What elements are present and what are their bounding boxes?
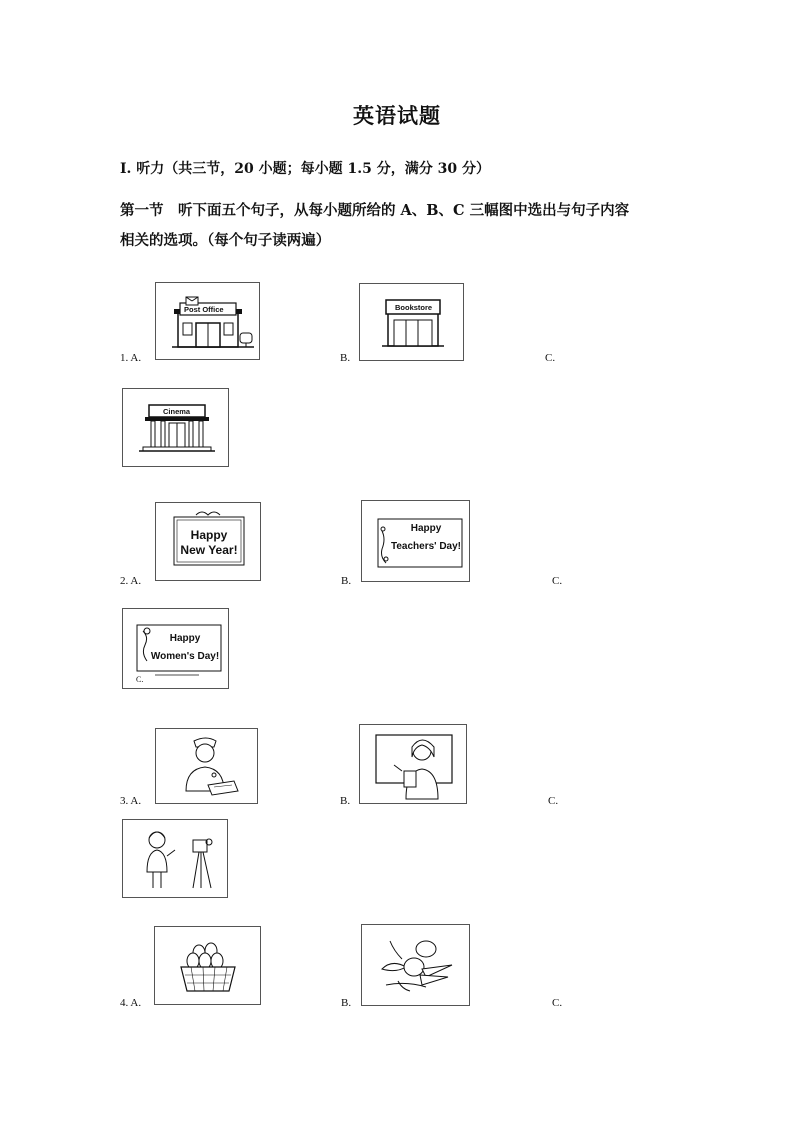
q3-label-c: C.: [548, 795, 559, 807]
section-heading: Ⅰ. 听力（共三节，20 小题；每小题 1.5 分，满分 30 分）: [120, 161, 490, 177]
new-year-card-line-2: New Year!: [180, 543, 238, 557]
q2-label-c: C.: [552, 575, 563, 587]
teachers-day-card-line-2: Teachers' Day!: [390, 541, 461, 552]
womens-day-card-line-1: Happy: [169, 633, 201, 644]
instruction-line-1: 第一节 听下面五个句子，从每小题所给的 A、B、C 三幅图中选出与句子内容: [120, 202, 630, 219]
q1-label-b: B.: [340, 352, 351, 364]
reporter-icon: [123, 820, 229, 899]
vegetables-icon: [362, 925, 471, 1007]
q4-label-b: B.: [341, 997, 352, 1009]
cinema-sign: Cinema: [163, 407, 191, 416]
q1-option-b-bookstore-image[interactable]: [359, 283, 464, 361]
q1-label-a: 1. A.: [120, 352, 142, 364]
new-year-card-line-1: Happy: [190, 528, 228, 542]
q2-option-c-womens-day-card[interactable]: [122, 608, 229, 689]
q3-label-a: 3. A.: [120, 795, 142, 807]
post-office-icon: [156, 283, 261, 361]
instruction-line-2: 相关的选项。（每个句子读两遍）: [120, 232, 331, 249]
q2-option-b-teachers-day-card[interactable]: [361, 500, 470, 582]
q3-label-b: B.: [340, 795, 351, 807]
egg-basket-icon: [155, 927, 262, 1006]
teacher-icon: [360, 725, 468, 805]
nurse-icon: [156, 729, 259, 805]
womens-day-card-line-2: Women's Day!: [150, 651, 220, 662]
womens-day-card-inner-label: C.: [136, 675, 144, 684]
q2-option-a-new-year-card[interactable]: [155, 502, 261, 581]
q3-option-b-teacher-image[interactable]: [359, 724, 467, 804]
page-title: 英语试题: [353, 103, 441, 128]
q3-option-a-nurse-image[interactable]: [155, 728, 258, 804]
q2-label-a: 2. A.: [120, 575, 142, 587]
q4-label-a: 4. A.: [120, 997, 142, 1009]
q4-label-c: C.: [552, 997, 563, 1009]
q4-option-b-vegetables-image[interactable]: [361, 924, 470, 1006]
q1-option-a-post-office-image[interactable]: [155, 282, 260, 360]
q4-option-a-eggs-basket-image[interactable]: [154, 926, 261, 1005]
teachers-day-card-line-1: Happy: [410, 523, 442, 534]
bookstore-sign: Bookstore: [395, 303, 433, 312]
q3-option-c-reporter-image[interactable]: [122, 819, 228, 898]
q2-label-b: B.: [341, 575, 352, 587]
cinema-icon: [123, 389, 230, 468]
post-office-sign: Post Office: [184, 305, 224, 314]
q1-label-c: C.: [545, 352, 556, 364]
bookstore-icon: [360, 284, 465, 362]
q1-option-c-cinema-image[interactable]: [122, 388, 229, 467]
